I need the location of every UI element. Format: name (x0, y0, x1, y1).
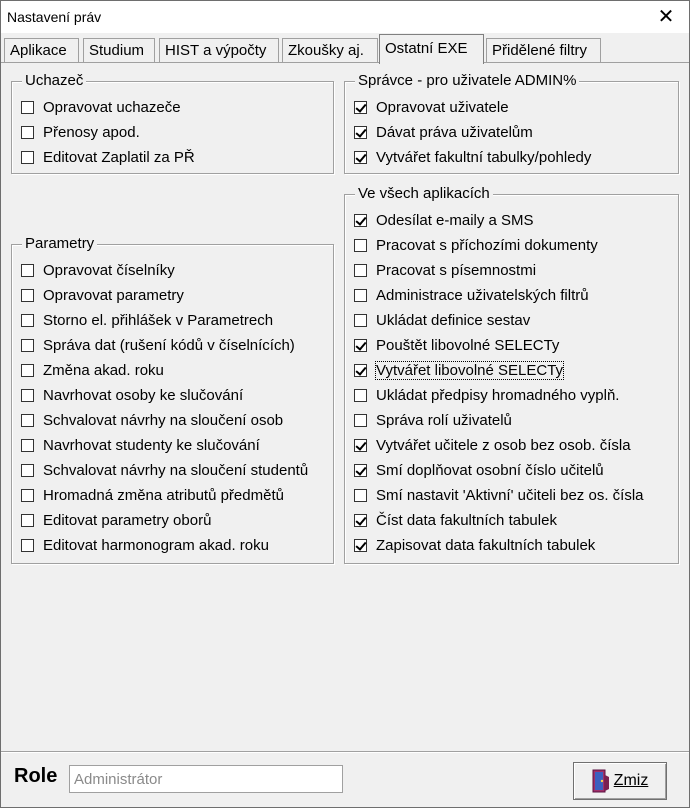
checkbox-prichozi-dokumenty[interactable] (354, 234, 598, 256)
checkbox-label: Odesílat e-maily a SMS (376, 211, 534, 229)
checkbox-box[interactable] (21, 151, 34, 164)
zmiz-label: Zmiz (613, 772, 649, 789)
checkbox-box[interactable] (354, 464, 367, 477)
checkbox-opravovat-uchazece[interactable] (21, 96, 181, 118)
checkbox-box[interactable] (354, 539, 367, 552)
checkbox-box[interactable] (21, 414, 34, 427)
checkbox-label: Storno el. přihlášek v Parametrech (43, 311, 274, 329)
checkbox-hromadna-zmena[interactable] (21, 484, 284, 506)
checkbox-navrhovat-studenty[interactable] (21, 434, 260, 456)
checkbox-vytvaret-ucitele[interactable] (354, 434, 631, 456)
checkbox-label: Opravovat parametry (43, 286, 184, 304)
checkbox-label: Správa dat (rušení kódů v číselnících) (43, 336, 295, 354)
checkbox-box[interactable] (354, 289, 367, 302)
checkbox-label: Editovat Zaplatil za PŘ (43, 148, 195, 166)
group-spravce-title: Správce - pro uživatele ADMIN% (355, 72, 579, 90)
checkbox-box[interactable] (21, 539, 34, 552)
checkbox-box[interactable] (354, 514, 367, 527)
group-uchazec (11, 72, 334, 174)
checkbox-label: Editovat parametry oborů (43, 511, 212, 529)
tab-content-ostatni-exe (1, 62, 689, 751)
checkbox-storno-prihlasek[interactable] (21, 309, 273, 331)
checkbox-opravovat-ciselniky[interactable] (21, 259, 175, 281)
checkbox-box[interactable] (354, 264, 367, 277)
checkbox-label: Ukládat předpisy hromadného vyplň. (376, 386, 620, 404)
checkbox-box[interactable] (21, 314, 34, 327)
checkbox-ukladat-predpisy[interactable] (354, 384, 619, 406)
checkbox-zmena-akad-roku[interactable] (21, 359, 164, 381)
checkbox-box[interactable] (21, 514, 34, 527)
tab-pridelene-filtry[interactable]: Přidělené filtry (486, 38, 601, 63)
tab-strip (1, 33, 689, 63)
checkbox-label: Opravovat uchazeče (43, 98, 181, 116)
checkbox-editovat-harmonogram[interactable] (21, 534, 269, 556)
group-parametry-title: Parametry (22, 235, 97, 253)
checkbox-label: Číst data fakultních tabulek (376, 511, 557, 529)
checkbox-opravovat-parametry[interactable] (21, 284, 184, 306)
checkbox-box[interactable] (354, 126, 367, 139)
tab-hist-vypocty[interactable]: HIST a výpočty (159, 38, 279, 63)
checkbox-box[interactable] (21, 339, 34, 352)
checkbox-label: Správa rolí uživatelů (376, 411, 512, 429)
checkbox-cist-data[interactable] (354, 509, 557, 531)
checkbox-label: Pracovat s příchozími dokumenty (376, 236, 598, 254)
checkbox-prenosy[interactable] (21, 121, 140, 143)
checkbox-label: Smí nastavit 'Aktivní' učiteli bez os. čísla (376, 486, 644, 504)
checkbox-label: Opravovat uživatele (376, 98, 509, 116)
checkbox-poustet-selecty[interactable] (354, 334, 559, 356)
checkbox-label: Pouštět libovolné SELECTy (376, 336, 560, 354)
checkbox-box[interactable] (21, 101, 34, 114)
checkbox-box[interactable] (21, 389, 34, 402)
checkbox-label: Přenosy apod. (43, 123, 140, 141)
role-label: Role (14, 765, 58, 787)
checkbox-label: Vytvářet fakultní tabulky/pohledy (376, 148, 592, 166)
checkbox-label: Vytvářet libovolné SELECTy (376, 361, 564, 379)
checkbox-label: Hromadná změna atributů předmětů (43, 486, 284, 504)
checkbox-label: Změna akad. roku (43, 361, 164, 379)
group-parametry (11, 235, 334, 564)
close-icon[interactable]: ✕ (657, 6, 675, 28)
tab-studium[interactable]: Studium (83, 38, 155, 63)
checkbox-label: Schvalovat návrhy na sloučení studentů (43, 461, 309, 479)
checkbox-box[interactable] (354, 214, 367, 227)
checkbox-sprava-roli[interactable] (354, 409, 512, 431)
checkbox-box[interactable] (354, 389, 367, 402)
door-exit-icon (592, 769, 610, 793)
checkbox-label: Administrace uživatelských filtrů (376, 286, 589, 304)
tab-zkousky[interactable]: Zkoušky aj. (282, 38, 378, 63)
checkbox-label: Dávat práva uživatelům (376, 123, 533, 141)
checkbox-schvalovat-osoby[interactable] (21, 409, 283, 431)
checkbox-doplnovat-cislo[interactable] (354, 459, 604, 481)
group-uchazec-title: Uchazeč (22, 72, 86, 90)
checkbox-label: Editovat harmonogram akad. roku (43, 536, 269, 554)
title-bar (1, 1, 689, 33)
bottom-bar (1, 751, 689, 807)
checkbox-editovat-obory[interactable] (21, 509, 211, 531)
checkbox-label: Navrhovat studenty ke slučování (43, 436, 260, 454)
checkbox-box[interactable] (21, 264, 34, 277)
checkbox-label: Smí doplňovat osobní číslo učitelů (376, 461, 604, 479)
checkbox-navrhovat-osoby[interactable] (21, 384, 243, 406)
checkbox-box[interactable] (21, 439, 34, 452)
checkbox-box[interactable] (21, 464, 34, 477)
checkbox-label: Vytvářet učitele z osob bez osob. čísla (376, 436, 631, 454)
checkbox-davat-prava[interactable] (354, 121, 533, 143)
checkbox-label: Opravovat číselníky (43, 261, 175, 279)
checkbox-box[interactable] (354, 239, 367, 252)
checkbox-vytvaret-selecty[interactable] (354, 359, 563, 381)
checkbox-box[interactable] (21, 289, 34, 302)
checkbox-label: Zapisovat data fakultních tabulek (376, 536, 596, 554)
checkbox-box[interactable] (354, 414, 367, 427)
checkbox-pisemnosti[interactable] (354, 259, 536, 281)
checkbox-opravovat-uzivatele[interactable] (354, 96, 509, 118)
checkbox-sprava-dat[interactable] (21, 334, 295, 356)
checkbox-zapisovat-data[interactable] (354, 534, 595, 556)
checkbox-box[interactable] (21, 364, 34, 377)
checkbox-schvalovat-studenty[interactable] (21, 459, 308, 481)
zmiz-button[interactable] (573, 762, 667, 800)
checkbox-box[interactable] (354, 439, 367, 452)
checkbox-administrace-filtru[interactable] (354, 284, 589, 306)
group-ve-vsech-aplikacich (344, 185, 679, 564)
checkbox-box[interactable] (21, 489, 34, 502)
checkbox-nastavit-aktivni[interactable] (354, 484, 644, 506)
tab-aplikace[interactable]: Aplikace (4, 38, 79, 63)
checkbox-box[interactable] (354, 151, 367, 164)
checkbox-editovat-zaplatil[interactable] (21, 146, 195, 168)
checkbox-label: Ukládat definice sestav (376, 311, 531, 329)
checkbox-ukladat-sestavy[interactable] (354, 309, 530, 331)
checkbox-fakultni-tabulky[interactable] (354, 146, 591, 168)
checkbox-box[interactable] (354, 314, 367, 327)
checkbox-box[interactable] (354, 101, 367, 114)
checkbox-odesilat-emaily[interactable] (354, 209, 534, 231)
checkbox-label: Navrhovat osoby ke slučování (43, 386, 244, 404)
group-spravce (344, 72, 679, 174)
role-input[interactable] (69, 765, 343, 793)
checkbox-box[interactable] (354, 489, 367, 502)
tab-ostatni-exe[interactable]: Ostatní EXE (379, 34, 484, 64)
checkbox-label: Pracovat s písemnostmi (376, 261, 537, 279)
checkbox-label: Schvalovat návrhy na sloučení osob (43, 411, 284, 429)
window-title: Nastavení práv (7, 9, 102, 25)
checkbox-box[interactable] (354, 364, 367, 377)
group-vsechny-title: Ve všech aplikacích (355, 185, 493, 203)
checkbox-box[interactable] (354, 339, 367, 352)
checkbox-box[interactable] (21, 126, 34, 139)
